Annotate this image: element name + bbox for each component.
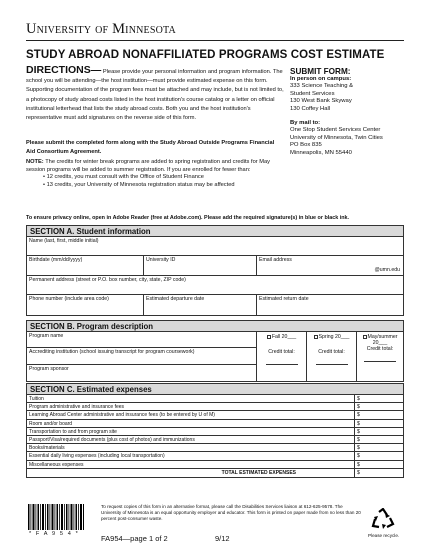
submit-form-block <box>290 68 410 158</box>
credit-total-input-fall[interactable] <box>266 364 298 365</box>
expense-amount-input[interactable]: $ <box>357 396 360 402</box>
accrediting-label: Accrediting institution (school issuing transcript for program coursework) <box>29 349 195 355</box>
expense-label: Room and/or board <box>27 420 355 427</box>
expense-label: Program administrative and insurance fees <box>27 403 355 410</box>
credit-total-input-spring[interactable] <box>316 364 348 365</box>
expense-label: Transportation to and from program site <box>27 428 355 435</box>
mail-line: One Stop Student Services Center <box>290 127 381 134</box>
term-summer[interactable] <box>357 332 403 381</box>
submit-heading: SUBMIT FORM: <box>290 67 351 76</box>
submit-note: Please submit the completed form along with the Study Abroad Outside Programs Financial Aid Consortium Agreement. <box>26 140 275 155</box>
section-b <box>26 320 404 382</box>
checkbox-spring[interactable] <box>314 335 318 339</box>
birthdate-label: Birthdate (mm/dd/yyyy) <box>29 257 83 263</box>
page-label: FA954—page 1 of 2 <box>101 534 168 543</box>
return-date-field[interactable] <box>257 295 403 315</box>
address-line: 333 Science Teaching & <box>290 83 354 90</box>
credit-total-label: Credit total: <box>318 349 345 355</box>
directions-block <box>26 66 284 123</box>
expense-row <box>27 436 403 444</box>
birthdate-field[interactable] <box>27 256 144 275</box>
departure-label: Estimated departure date <box>146 296 205 302</box>
form-title: STUDY ABROAD NONAFFILIATED PROGRAMS COST ESTIMATE <box>26 49 385 61</box>
expense-amount-input[interactable]: $ <box>357 404 360 411</box>
departure-date-field[interactable] <box>144 295 257 315</box>
mail-label: By mail to: <box>290 119 321 126</box>
phone-field[interactable] <box>27 295 144 315</box>
expense-amount-input[interactable]: $ <box>357 428 360 435</box>
credit-total-label: Credit total: <box>268 349 295 355</box>
university-id-field[interactable] <box>144 256 257 275</box>
section-c-heading: SECTION C. Estimated expenses <box>27 384 403 395</box>
expense-row <box>27 395 403 403</box>
expense-label: Essential daily living expenses (including local transportation) <box>27 452 355 459</box>
directions-body: Please provide your personal information and program information. The school you will be attending—the host institution—must provide estimated expense on this form. Supporting documentation of the program fees must be attached and may include, but is not limited to, a photocopy of study abroad costs listed in the host institution's course catalog or a letter on official institutional letterhead that lists the study abroad costs. Both you and the host institution's representative must add signatures on the reverse side of this form. <box>26 69 284 122</box>
expense-amount-input[interactable]: $ <box>357 453 360 460</box>
checkbox-summer[interactable] <box>363 335 367 339</box>
in-person-label: In person on campus: <box>290 75 352 82</box>
directions-heading: DIRECTIONS— <box>26 64 102 76</box>
total-row <box>27 469 403 477</box>
term-fall[interactable] <box>257 332 307 381</box>
recycle-label: Please recycle. <box>368 533 400 538</box>
section-c <box>26 383 404 478</box>
term-spring-label: Spring 20___ <box>318 334 350 340</box>
privacy-notice: To ensure privacy online, open in Adobe Reader (free at Adobe.com). Please add the required signature(s) in blue or black ink. <box>26 215 350 221</box>
credit-total-input-summer[interactable] <box>364 361 396 362</box>
note-bullet: • 12 credits, you must consult with the Office of Student Finance <box>43 174 204 181</box>
expense-row <box>27 444 403 452</box>
program-name-label: Program name <box>29 333 64 339</box>
footer-statement: To request copies of this form in an alternative format, please call the Disabilities Services liaison at 612-625-9578. The University of Minnesota is an equal opportunity employer and educator. This form is printed on paper made from no less than 20 percent post-consumer waste. <box>101 504 361 522</box>
expense-row <box>27 461 403 469</box>
expense-row <box>27 428 403 436</box>
note-bullet: • 13 credits, your University of Minnesota registration status may be affected <box>43 181 235 188</box>
section-a-heading: SECTION A. Student information <box>27 226 403 237</box>
email-label: Email address <box>259 257 292 263</box>
address-field[interactable] <box>27 276 403 294</box>
expense-row <box>27 420 403 428</box>
credit-total-label: Credit total: <box>366 346 394 352</box>
expense-label: Learning Abroad Center administrative and insurance fees (to be entered by U of M) <box>27 411 355 418</box>
note-label: NOTE: <box>26 159 44 165</box>
form-date: 9/12 <box>215 534 230 543</box>
section-a <box>26 225 404 316</box>
sponsor-field[interactable] <box>27 365 256 381</box>
expense-amount-input[interactable]: $ <box>357 412 360 419</box>
recycle-icon <box>370 508 396 530</box>
expense-label: Tuition <box>27 395 355 402</box>
address-label: Permanent address (street or P.O. box number, city, state, ZIP code) <box>29 277 186 283</box>
summer-year: 20___ <box>372 340 388 346</box>
expense-label: Books/materials <box>27 444 355 451</box>
expense-label: Passport/Visa/required documents (plus cost of photos) and immunizations <box>27 436 355 443</box>
expense-row <box>27 403 403 411</box>
credits-note <box>26 159 288 189</box>
university-wordmark: University of Minnesota <box>26 21 176 37</box>
expense-row <box>27 411 403 419</box>
barcode <box>28 504 84 530</box>
name-label: Name (last, first, middle initial) <box>29 238 99 244</box>
university-id-label: University ID <box>146 257 176 263</box>
address-line: 130 West Bank Skyway <box>290 98 352 105</box>
term-summer-label: May/summer <box>367 334 398 340</box>
address-line: Student Services <box>290 90 335 97</box>
accrediting-field[interactable] <box>27 348 256 365</box>
expense-row <box>27 452 403 460</box>
phone-label: Phone number (include area code) <box>29 296 109 302</box>
expense-amount-input[interactable]: $ <box>357 420 360 427</box>
section-b-heading: SECTION B. Program description <box>27 321 403 332</box>
mail-line: Minneapolis, MN 55440 <box>290 149 352 156</box>
name-field[interactable] <box>27 237 403 255</box>
checkbox-fall[interactable] <box>267 335 271 339</box>
term-fall-label: Fall 20___ <box>271 334 297 340</box>
expense-amount-input[interactable]: $ <box>357 461 360 468</box>
total-label: TOTAL ESTIMATED EXPENSES <box>27 469 355 477</box>
address-line: 130 Coffey Hall <box>290 105 331 112</box>
return-label: Estimated return date <box>259 296 309 302</box>
note-body: The credits for winter break programs are added to spring registration and credits for May session programs will be added to summer registration. If you are enrolled for fewer than: <box>26 159 270 173</box>
email-field[interactable] <box>257 256 403 275</box>
expense-amount-input[interactable]: $ <box>357 445 360 452</box>
expense-label: Miscellaneous expenses <box>27 461 355 468</box>
mail-line: University of Minnesota, Twin Cities <box>290 134 383 141</box>
barcode-text: * F A 9 5 4 * <box>29 531 80 537</box>
term-spring[interactable] <box>307 332 357 381</box>
header-rule <box>26 40 404 41</box>
email-suffix: @umn.edu <box>374 267 400 273</box>
expense-amount-input[interactable]: $ <box>357 436 360 443</box>
total-amount-input[interactable]: $ <box>357 469 360 476</box>
sponsor-label: Program sponsor <box>29 366 69 372</box>
mail-line: PO Box 835 <box>290 142 322 149</box>
program-name-field[interactable] <box>27 332 256 348</box>
